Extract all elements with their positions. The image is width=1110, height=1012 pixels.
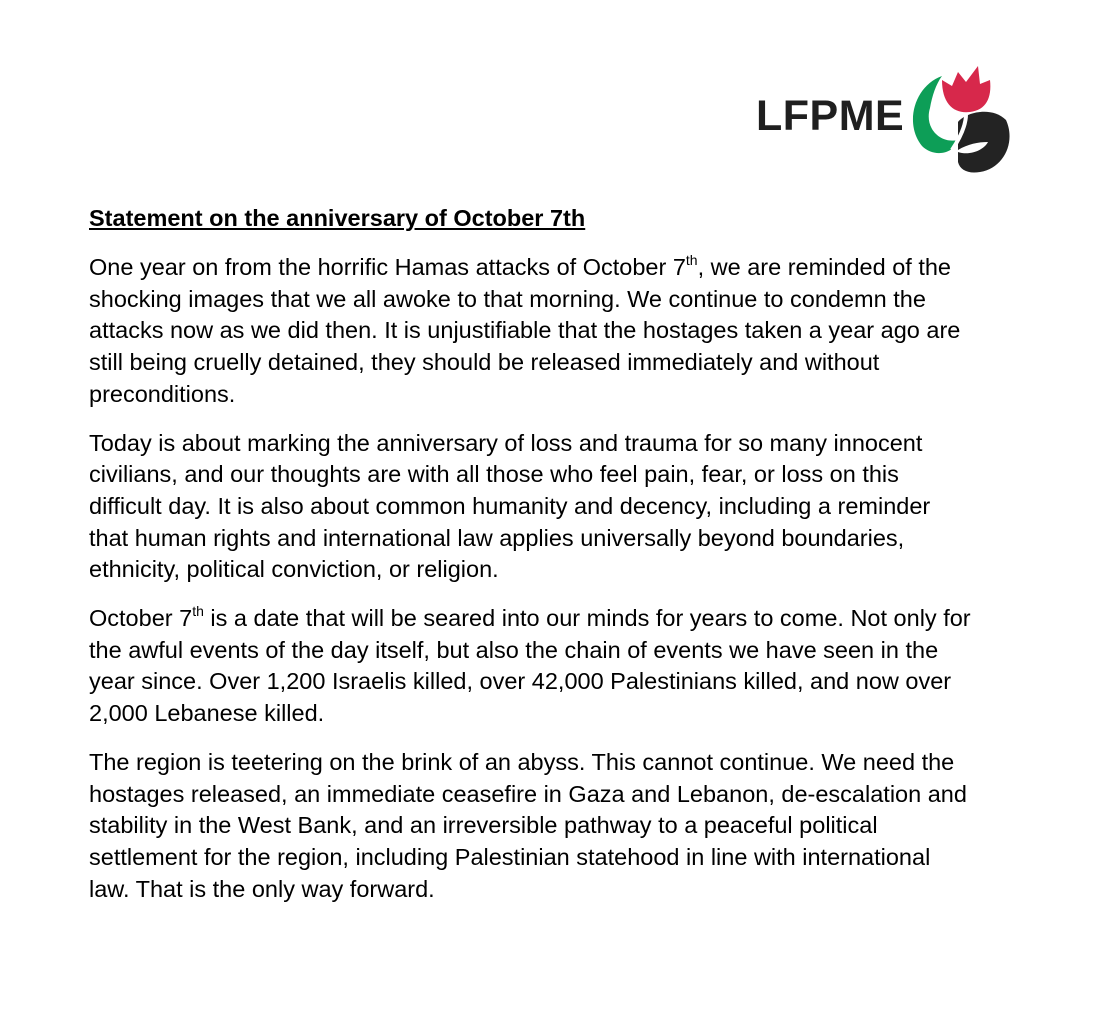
- paragraph-line: [89, 603, 1054, 635]
- paragraph-line: [89, 428, 1054, 460]
- statement-paragraphs: [89, 252, 1054, 905]
- line-text: still being cruelly detained, they should be released immediately and without: [89, 349, 880, 376]
- statement-body: [89, 202, 1054, 922]
- ordinal-superscript: th: [192, 603, 204, 620]
- line-text: Today is about marking the anniversary of loss and trauma for so many innocent: [89, 429, 923, 456]
- paragraph-line: [89, 666, 1054, 698]
- paragraph-line: [89, 698, 1054, 730]
- line-text: hostages released, an immediate ceasefire in Gaza and Lebanon, de-escalation and: [89, 780, 967, 807]
- statement-paragraph: [89, 428, 1054, 587]
- line-text: settlement for the region, including Palestinian statehood in line with international: [89, 843, 931, 870]
- line-text: One year on from the horrific Hamas attacks of October 7: [89, 254, 686, 280]
- statement-paragraph: [89, 603, 1054, 730]
- paragraph-line: [89, 347, 1054, 379]
- line-text: is a date that will be seared into our minds for years to come. Not only for: [203, 605, 971, 632]
- line-text: 2,000 Lebanese killed.: [89, 700, 325, 727]
- line-text: the awful events of the day itself, but also the chain of events we have seen in the: [89, 636, 939, 663]
- rose-emblem-icon: [908, 62, 1013, 174]
- paragraph-line: [89, 523, 1054, 555]
- paragraph-line: [89, 635, 1054, 667]
- line-text: difficult day. It is also about common humanity and decency, including a reminder: [89, 492, 931, 519]
- statement-paragraph: [89, 252, 1054, 411]
- line-text: that human rights and international law applies universally beyond boundaries,: [89, 524, 905, 551]
- paragraph-line: [89, 315, 1054, 347]
- line-text: , we are reminded of the: [697, 254, 951, 280]
- line-text: attacks now as we did then. It is unjustifiable that the hostages taken a year ago are: [89, 317, 961, 344]
- line-text: ethnicity, political conviction, or religion.: [89, 556, 499, 583]
- paragraph-line: [89, 491, 1054, 523]
- paragraph-line: [89, 379, 1054, 411]
- line-text: October 7: [89, 605, 193, 632]
- paragraph-line: [89, 874, 1054, 906]
- statement-title: Statement on the anniversary of October 7th: [89, 205, 586, 231]
- paragraph-line: [89, 747, 1054, 779]
- line-text: preconditions.: [89, 380, 236, 407]
- paragraph-line: [89, 810, 1054, 842]
- line-text: stability in the West Bank, and an irreversible pathway to a peaceful political: [89, 812, 878, 839]
- paragraph-line: [89, 252, 1054, 284]
- paragraph-line: [89, 842, 1054, 874]
- line-text: shocking images that we all awoke to that morning. We continue to condemn the: [89, 285, 926, 312]
- statement-paragraph: [89, 747, 1054, 906]
- paragraph-line: [89, 459, 1054, 491]
- paragraph-line: [89, 779, 1054, 811]
- logo-wordmark: LFPME: [756, 92, 905, 140]
- tulip-flower-icon: [942, 66, 990, 112]
- line-text: law. That is the only way forward.: [89, 875, 435, 902]
- paragraph-line: [89, 284, 1054, 316]
- lfpme-logo: [756, 62, 1016, 174]
- ordinal-superscript: th: [685, 252, 698, 269]
- line-text: The region is teetering on the brink of an abyss. This cannot continue. We need the: [89, 748, 955, 775]
- line-text: civilians, and our thoughts are with all those who feel pain, fear, or loss on this: [89, 461, 899, 488]
- paragraph-line: [89, 554, 1054, 586]
- line-text: year since. Over 1,200 Israelis killed, over 42,000 Palestinians killed, and now over: [89, 668, 952, 695]
